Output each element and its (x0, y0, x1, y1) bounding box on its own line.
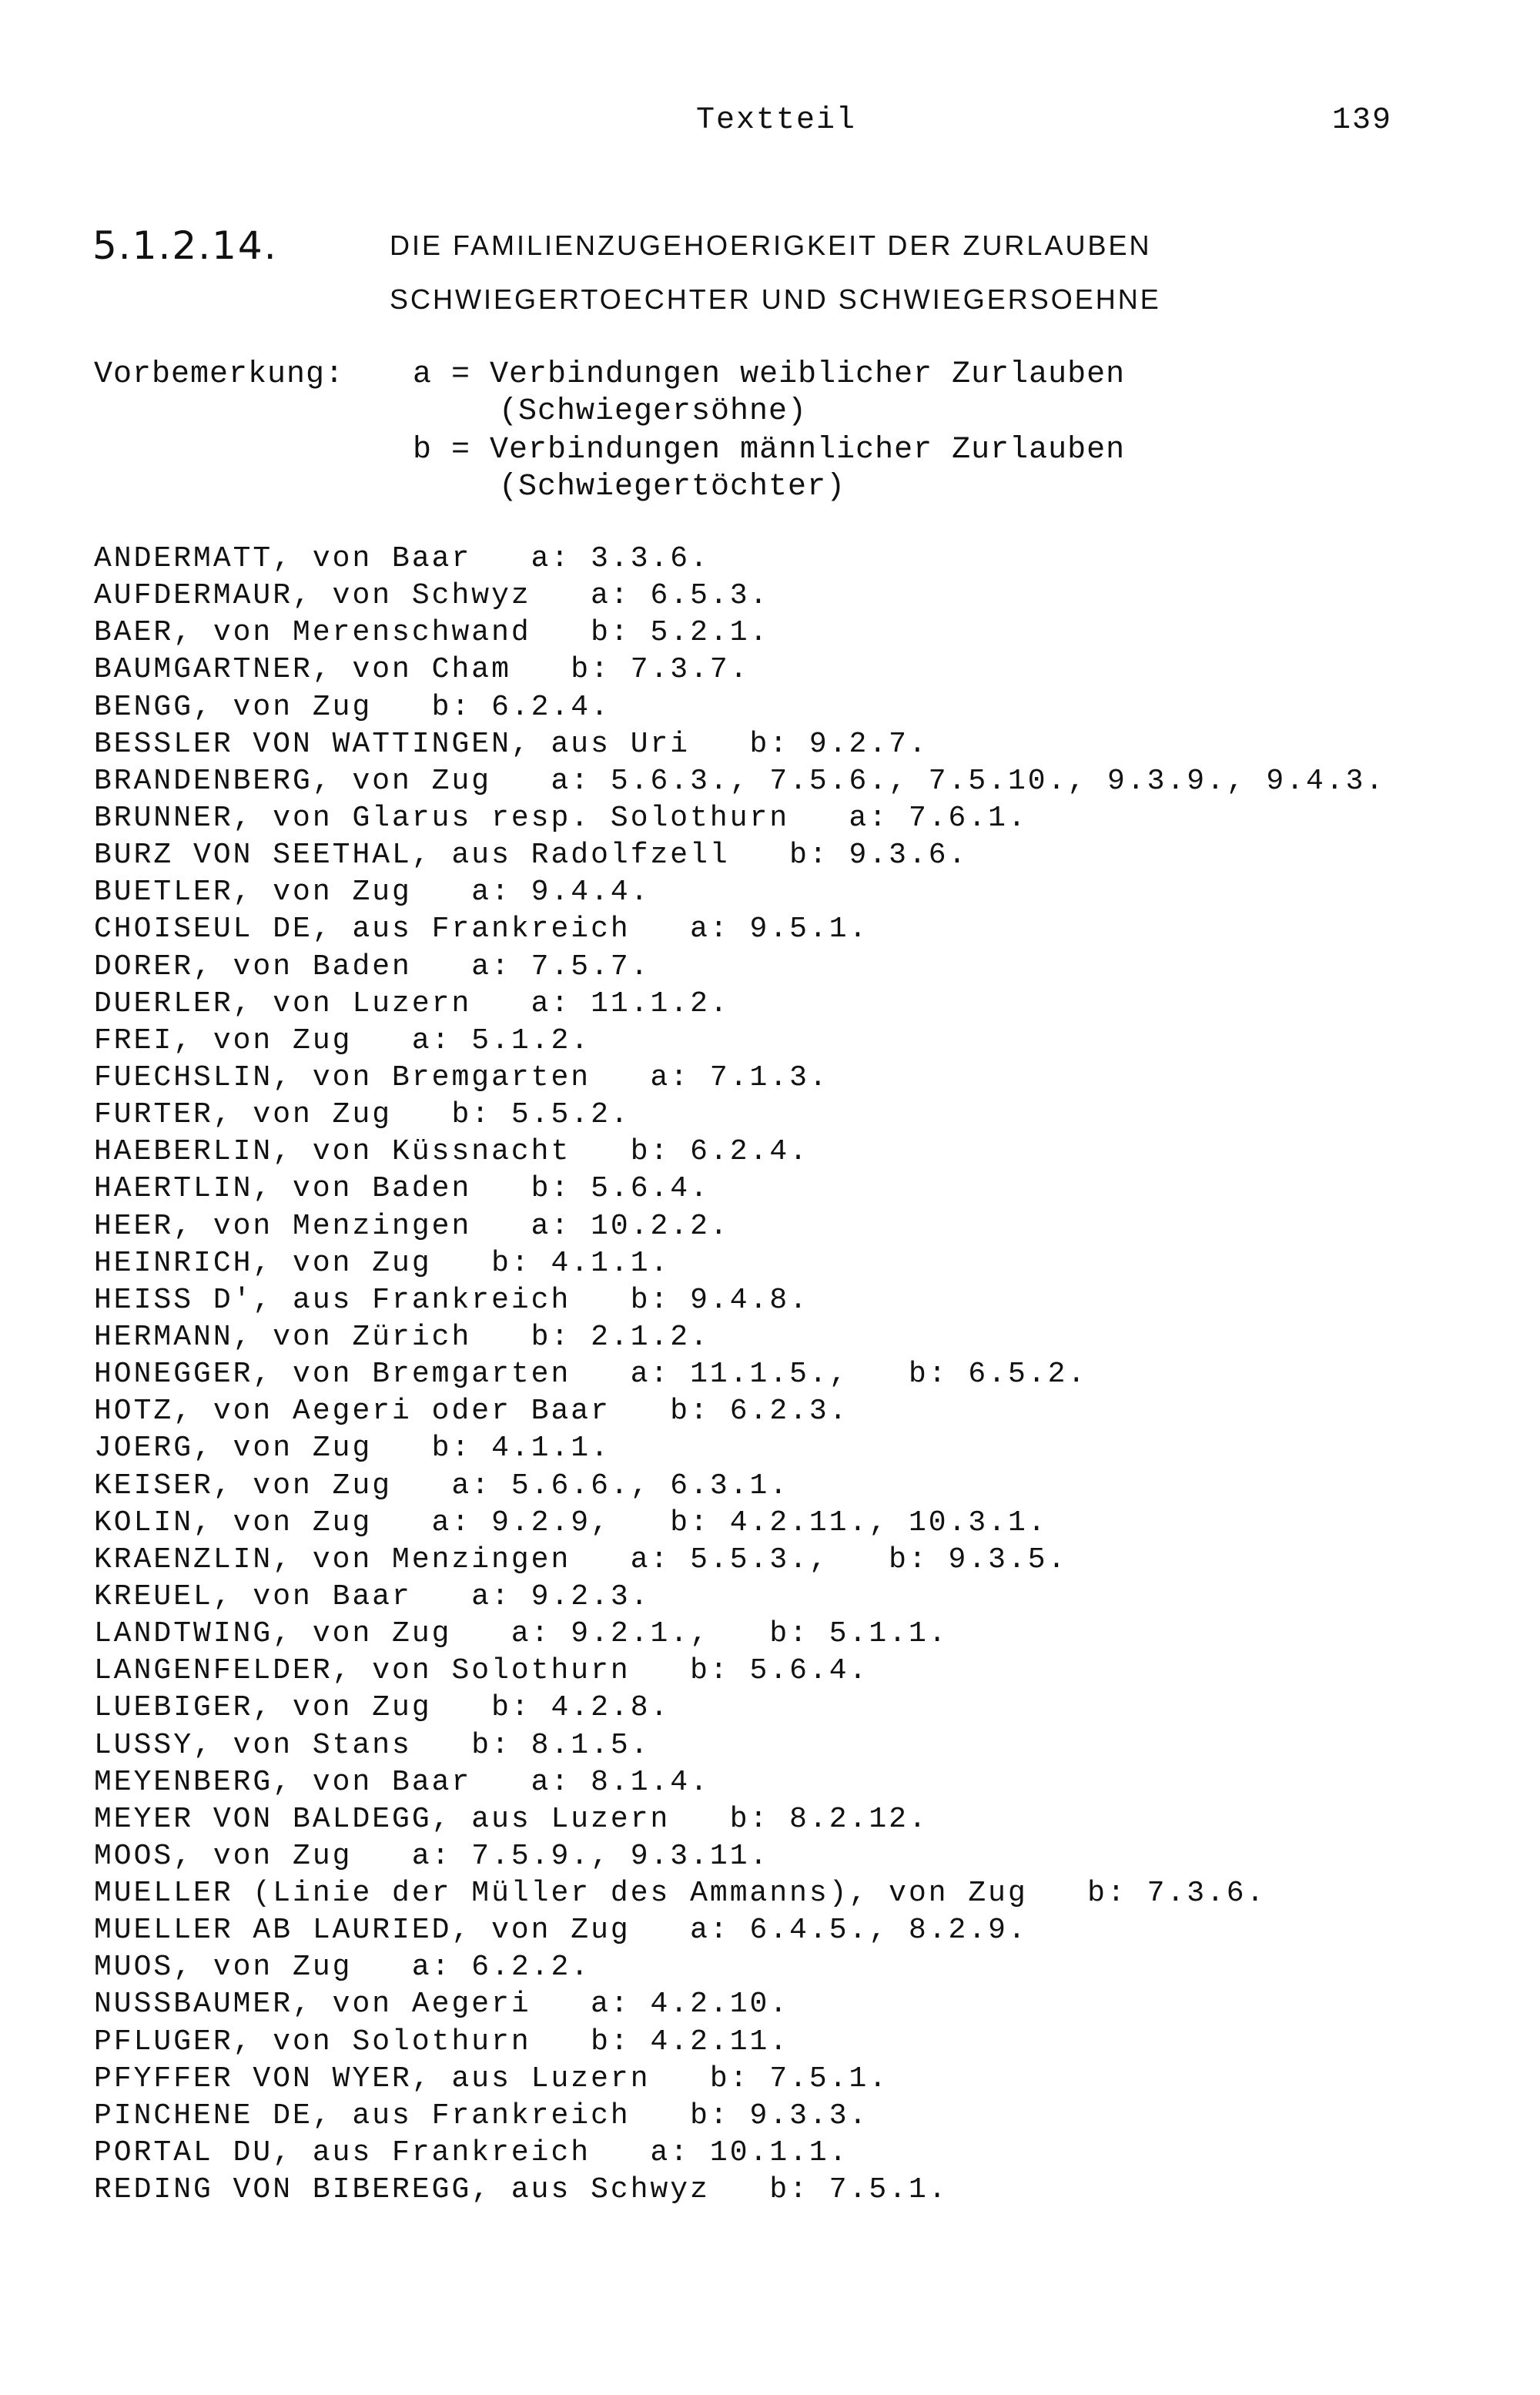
section-title-line-1: DIE FAMILIENZUGEHOERIGKEIT DER ZURLAUBEN (390, 229, 1152, 261)
family-entry: PFLUGER, von Solothurn b: 4.2.11. (94, 2025, 790, 2058)
family-entry: DORER, von Baden a: 7.5.7. (94, 950, 651, 983)
family-entry: LUSSY, von Stans b: 8.1.5. (94, 1728, 651, 1762)
family-entry: MUELLER AB LAURIED, von Zug a: 6.4.5., 8.2.9. (94, 1914, 1028, 1948)
page-number: 139 (1332, 103, 1393, 138)
remark-line-a-detail: (Schwiegersöhne) (499, 394, 808, 429)
family-entry: KEISER, von Zug a: 5.6.6., 6.3.1. (94, 1469, 790, 1502)
family-entry: BESSLER VON WATTINGEN, aus Uri b: 9.2.7. (94, 727, 929, 761)
family-entry: BUETLER, von Zug a: 9.4.4. (94, 876, 651, 909)
running-head: Textteil (696, 103, 857, 138)
remark-label: Vorbemerkung: (94, 357, 345, 392)
family-entry: BURZ VON SEETHAL, aus Radolfzell b: 9.3.6. (94, 839, 969, 873)
family-entry: HERMANN, von Zürich b: 2.1.2. (94, 1320, 710, 1354)
family-entry: BAUMGARTNER, von Cham b: 7.3.7. (94, 653, 750, 687)
family-entry: BAER, von Merenschwand b: 5.2.1. (94, 616, 770, 650)
section-title-line-2: SCHWIEGERTOECHTER UND SCHWIEGERSOEHNE (390, 283, 1161, 315)
family-entry: ANDERMATT, von Baar a: 3.3.6. (94, 542, 710, 575)
family-entry: HONEGGER, von Bremgarten a: 11.1.5., b: 6.5.2. (94, 1358, 1088, 1392)
section-number: 5.1.2.14. (92, 223, 278, 268)
family-entry: HAEBERLIN, von Küssnacht b: 6.2.4. (94, 1135, 809, 1169)
family-entry: KRAENZLIN, von Menzingen a: 5.5.3., b: 9.3.5. (94, 1543, 1068, 1576)
family-entry: MOOS, von Zug a: 7.5.9., 9.3.11. (94, 1839, 770, 1873)
family-entry: PORTAL DU, aus Frankreich a: 10.1.1. (94, 2136, 849, 2170)
family-entry: LUEBIGER, von Zug b: 4.2.8. (94, 1691, 671, 1725)
family-entry: REDING VON BIBEREGG, aus Schwyz b: 7.5.1. (94, 2173, 949, 2207)
family-entry: LANDTWING, von Zug a: 9.2.1., b: 5.1.1. (94, 1617, 949, 1651)
family-entry: HEINRICH, von Zug b: 4.1.1. (94, 1246, 671, 1280)
family-entry: BRUNNER, von Glarus resp. Solothurn a: 7.6.1. (94, 801, 1028, 835)
family-entry: HAERTLIN, von Baden b: 5.6.4. (94, 1172, 710, 1206)
remark-line-b: b = Verbindungen männlicher Zurlauben (413, 433, 1126, 467)
family-entry: DUERLER, von Luzern a: 11.1.2. (94, 986, 730, 1020)
family-entry: AUFDERMAUR, von Schwyz a: 6.5.3. (94, 579, 770, 613)
family-entry: MUELLER (Linie der Müller des Ammanns), von Zug b: 7.3.6. (94, 1877, 1267, 1911)
family-entry: NUSSBAUMER, von Aegeri a: 4.2.10. (94, 1988, 790, 2022)
family-entry: HEER, von Menzingen a: 10.2.2. (94, 1209, 730, 1243)
remark-line-a: a = Verbindungen weiblicher Zurlauben (413, 357, 1126, 392)
family-entry: PFYFFER VON WYER, aus Luzern b: 7.5.1. (94, 2062, 889, 2095)
family-entry: MEYER VON BALDEGG, aus Luzern b: 8.2.12. (94, 1802, 929, 1836)
family-entry: MEYENBERG, von Baar a: 8.1.4. (94, 1765, 710, 1799)
family-entry: BRANDENBERG, von Zug a: 5.6.3., 7.5.6., 7.5.10., 9.3.9., 9.4.3. (94, 764, 1386, 798)
family-entry: PINCHENE DE, aus Frankreich b: 9.3.3. (94, 2099, 869, 2132)
family-entry: CHOISEUL DE, aus Frankreich a: 9.5.1. (94, 913, 869, 946)
family-entry: JOERG, von Zug b: 4.1.1. (94, 1432, 611, 1465)
family-entry: HOTZ, von Aegeri oder Baar b: 6.2.3. (94, 1395, 849, 1429)
family-entry: KOLIN, von Zug a: 9.2.9, b: 4.2.11., 10.3.1. (94, 1506, 1048, 1539)
family-entry: MUOS, von Zug a: 6.2.2. (94, 1951, 591, 1985)
family-entry: FREI, von Zug a: 5.1.2. (94, 1023, 591, 1057)
family-entry: LANGENFELDER, von Solothurn b: 5.6.4. (94, 1654, 869, 1688)
family-entry: BENGG, von Zug b: 6.2.4. (94, 690, 611, 724)
family-entry: FURTER, von Zug b: 5.5.2. (94, 1098, 631, 1132)
family-entry-list (94, 541, 1526, 2209)
remark-line-b-detail: (Schwiegertöchter) (499, 470, 846, 504)
family-entry: FUECHSLIN, von Bremgarten a: 7.1.3. (94, 1060, 829, 1094)
family-entry: HEISS D', aus Frankreich b: 9.4.8. (94, 1283, 809, 1317)
family-entry: KREUEL, von Baar a: 9.2.3. (94, 1579, 651, 1613)
